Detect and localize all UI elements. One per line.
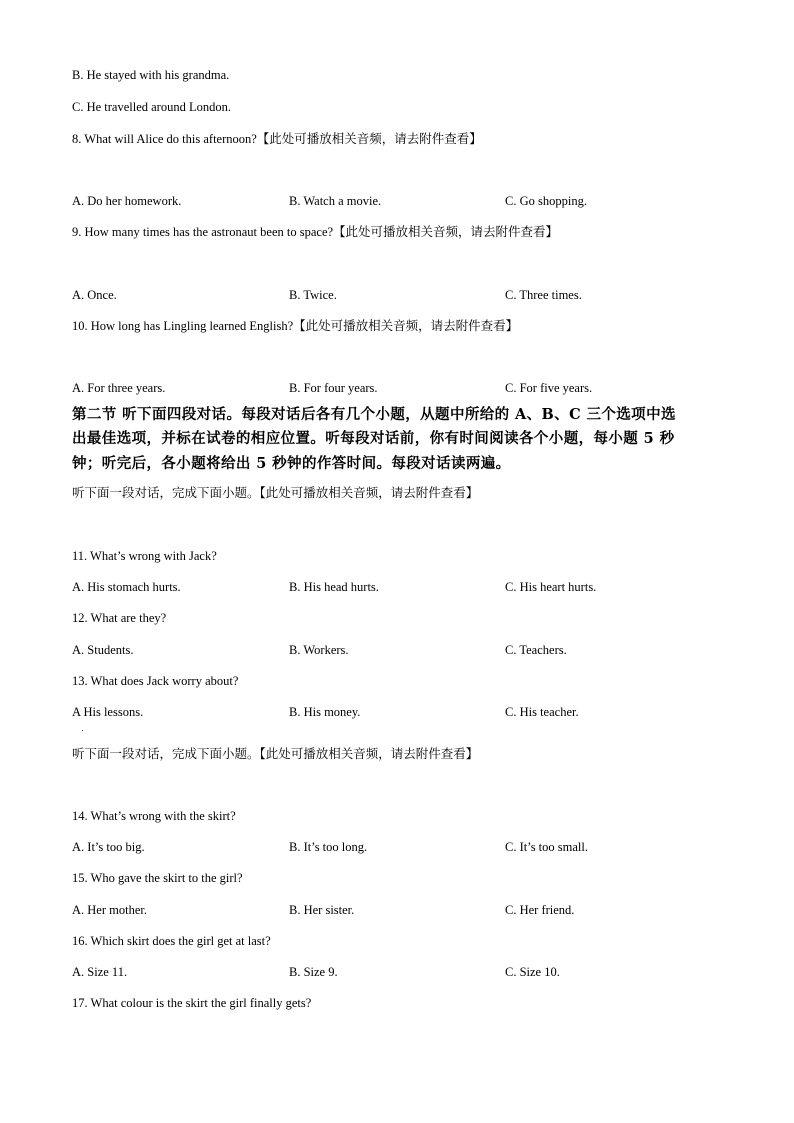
listen-instruction-2: 听下面一段对话，完成下面小题。【此处可播放相关音频，请去附件查看】 (72, 746, 479, 761)
option-11c: C. His heart hurts. (505, 580, 597, 594)
option-11a: A. His stomach hurts. (72, 580, 181, 594)
option-10a: A. For three years. (72, 381, 166, 395)
option-14b: B. It’s too long. (289, 840, 368, 854)
option-8c: C. Go shopping. (505, 194, 587, 208)
section-heading-line-2: 出最佳选项，并标在试卷的相应位置。听每段对话前，你有时间阅读各个小题，每小题 5 秒 (72, 430, 675, 447)
option-15c: C. Her friend. (505, 903, 575, 917)
option-9a: A. Once. (72, 288, 117, 302)
option-11b: B. His head hurts. (289, 580, 379, 594)
question-17: 17. What colour is the skirt the girl finally gets? (72, 996, 312, 1010)
section-heading-line-3: 钟；听完后，各小题将给出 5 秒钟的作答时间。每段对话读两遍。 (72, 455, 511, 472)
listen-instruction-1: 听下面一段对话，完成下面小题。【此处可播放相关音频，请去附件查看】 (72, 485, 479, 500)
question-16: 16. Which skirt does the girl get at last? (72, 934, 271, 948)
question-12: 12. What are they? (72, 611, 167, 625)
section-heading-line-1: 第二节 听下面四段对话。每段对话后各有几个小题，从题中所给的 A、B、C 三个选项中选 (72, 406, 676, 423)
option-14c: C. It’s too small. (505, 840, 588, 854)
option-12a: A. Students. (72, 643, 134, 657)
question-15: 15. Who gave the skirt to the girl? (72, 871, 243, 885)
option-16c: C. Size 10. (505, 965, 560, 979)
option-7c: C. He travelled around London. (72, 100, 231, 114)
option-9c: C. Three times. (505, 288, 582, 302)
option-16a: A. Size 11. (72, 965, 128, 979)
option-8b: B. Watch a movie. (289, 194, 382, 208)
option-12c: C. Teachers. (505, 643, 567, 657)
option-10b: B. For four years. (289, 381, 378, 395)
option-9b: B. Twice. (289, 288, 337, 302)
option-15a: A. Her mother. (72, 903, 147, 917)
option-13a: A His lessons. (72, 705, 144, 719)
option-12b: B. Workers. (289, 643, 349, 657)
option-7b: B. He stayed with his grandma. (72, 68, 230, 82)
option-16b: B. Size 9. (289, 965, 338, 979)
question-13: 13. What does Jack worry about? (72, 674, 239, 688)
question-10: 10. How long has Lingling learned English?【此处可播放相关音频，请去附件查看】 (72, 319, 519, 333)
option-15b: B. Her sister. (289, 903, 355, 917)
stray-dot (82, 730, 83, 731)
option-8a: A. Do her homework. (72, 194, 182, 208)
question-8: 8. What will Alice do this afternoon?【此处可播放相关音频，请去附件查看】 (72, 132, 482, 146)
option-14a: A. It’s too big. (72, 840, 145, 854)
option-10c: C. For five years. (505, 381, 593, 395)
question-9: 9. How many times has the astronaut been to space?【此处可播放相关音频，请去附件查看】 (72, 225, 559, 239)
option-13b: B. His money. (289, 705, 361, 719)
question-11: 11. What’s wrong with Jack? (72, 549, 217, 563)
question-14: 14. What’s wrong with the skirt? (72, 809, 236, 823)
option-13c: C. His teacher. (505, 705, 579, 719)
